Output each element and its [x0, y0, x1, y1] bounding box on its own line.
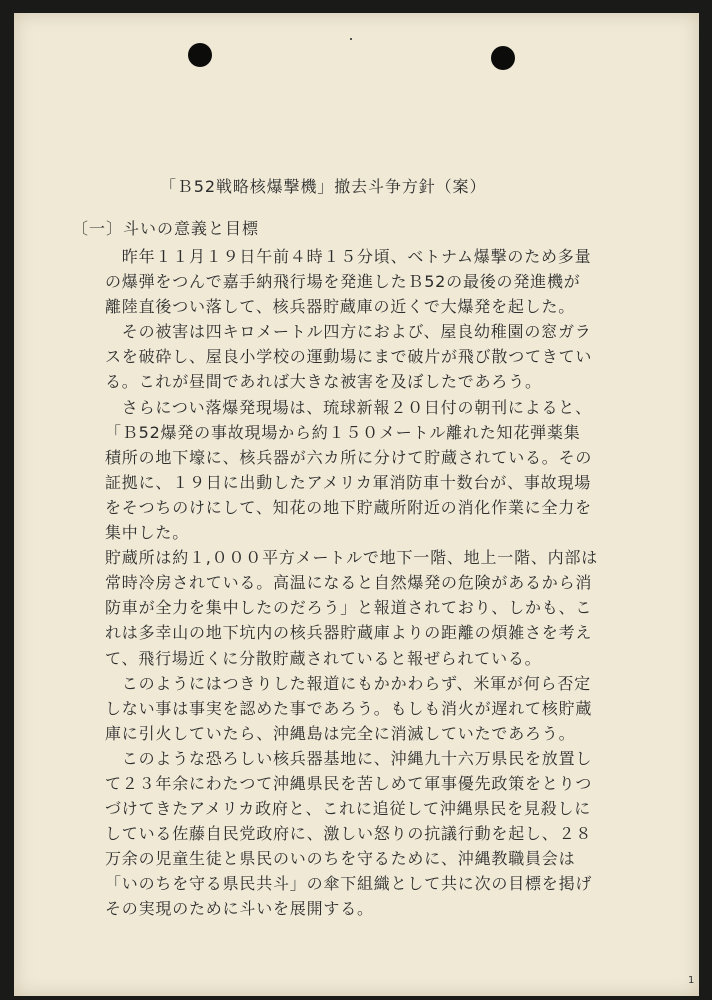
text-line: 常時冷房されている。高温になると自然爆発の危険があるから消	[105, 573, 593, 593]
text-line: る。これが昼間であれば大きな被害を及ぼしたであろう。	[105, 372, 542, 392]
punch-hole	[188, 43, 212, 67]
text-line: れは多幸山の地下坑内の核兵器貯蔵庫よりの距離の煩雑さを考え	[105, 623, 593, 643]
text-line: さらについ落爆発現場は、琉球新報２０日付の朝刊によると、	[105, 397, 592, 417]
text-line: て、飛行場近くに分散貯蔵されていると報ぜられている。	[105, 648, 542, 668]
text-line: このようにはつきりした報道にもかかわらず、米軍が何ら否定	[105, 673, 591, 693]
text-line: 貯蔵所は約１,０００平方メートルで地下一階、地上一階、内部は	[105, 548, 599, 568]
document-body	[105, 244, 635, 922]
section-heading: 〔一〕斗いの意義と目標	[72, 219, 260, 238]
text-line: 積所の地下壕に、核兵器が六カ所に分けて貯蔵されている。その	[105, 447, 593, 467]
text-line: 昨年１１月１９日午前４時１５分頃、ベトナム爆撃のため多量	[105, 247, 592, 266]
document-title: 「Ｂ52戦略核爆撃機」撤去斗争方針（案）	[160, 177, 487, 196]
text-line: て２３年余にわたつて沖縄県民を苦しめて軍事優先政策をとりつ	[105, 773, 593, 793]
text-line: をそつちのけにして、知花の地下貯蔵所附近の消化作業に全力を	[105, 497, 592, 517]
text-line: 「Ｂ52爆発の事故現場から約１５０メートル離れた知花弾薬集	[105, 422, 581, 442]
text-line: その被害は四キロメートル四方におよび、屋良幼稚園の窓ガラ	[105, 322, 592, 342]
text-line: 万余の児童生徒と県民のいのちを守るために、沖縄教職員会は	[105, 849, 576, 869]
page-mark: 1	[688, 975, 695, 986]
text-line: 集中した。	[105, 523, 190, 543]
text-line: 「いのちを守る県民共斗」の傘下組織として共に次の目標を掲げ	[105, 874, 593, 894]
text-line: 証拠に、１９日に出動したアメリカ軍消防車十数台が、事故現場	[105, 472, 592, 492]
text-line: づけてきたアメリカ政府と、これに追従して沖縄県民を見殺しに	[105, 799, 592, 819]
punch-hole	[491, 46, 515, 70]
text-line: スを破砕し、屋良小学校の運動場にまで破片が飛び散つてきてい	[105, 347, 593, 367]
text-line: している佐藤自民党政府に、激しい怒りの抗議行動を起し、２８	[105, 824, 593, 844]
paper-speck	[350, 38, 352, 40]
text-line: 庫に引火していたら、沖縄島は完全に消滅していたであろう。	[105, 723, 576, 743]
text-line: このような恐ろしい核兵器基地に、沖縄九十六万県民を放置し	[105, 748, 593, 768]
text-line: 離陸直後つい落して、核兵器貯蔵庫の近くで大爆発を起した。	[105, 297, 576, 317]
text-line: 防車が全力を集中したのだろう」と報道されており、しかも、こ	[105, 598, 593, 618]
text-line: しない事は事実を認めた事であろう。もしも消火が遅れて核貯蔵	[105, 698, 593, 718]
text-line: その実現のために斗いを展開する。	[105, 899, 374, 919]
text-line: の爆弾をつんで嘉手納飛行場を発進したＢ52の最後の発進機が	[105, 272, 581, 292]
